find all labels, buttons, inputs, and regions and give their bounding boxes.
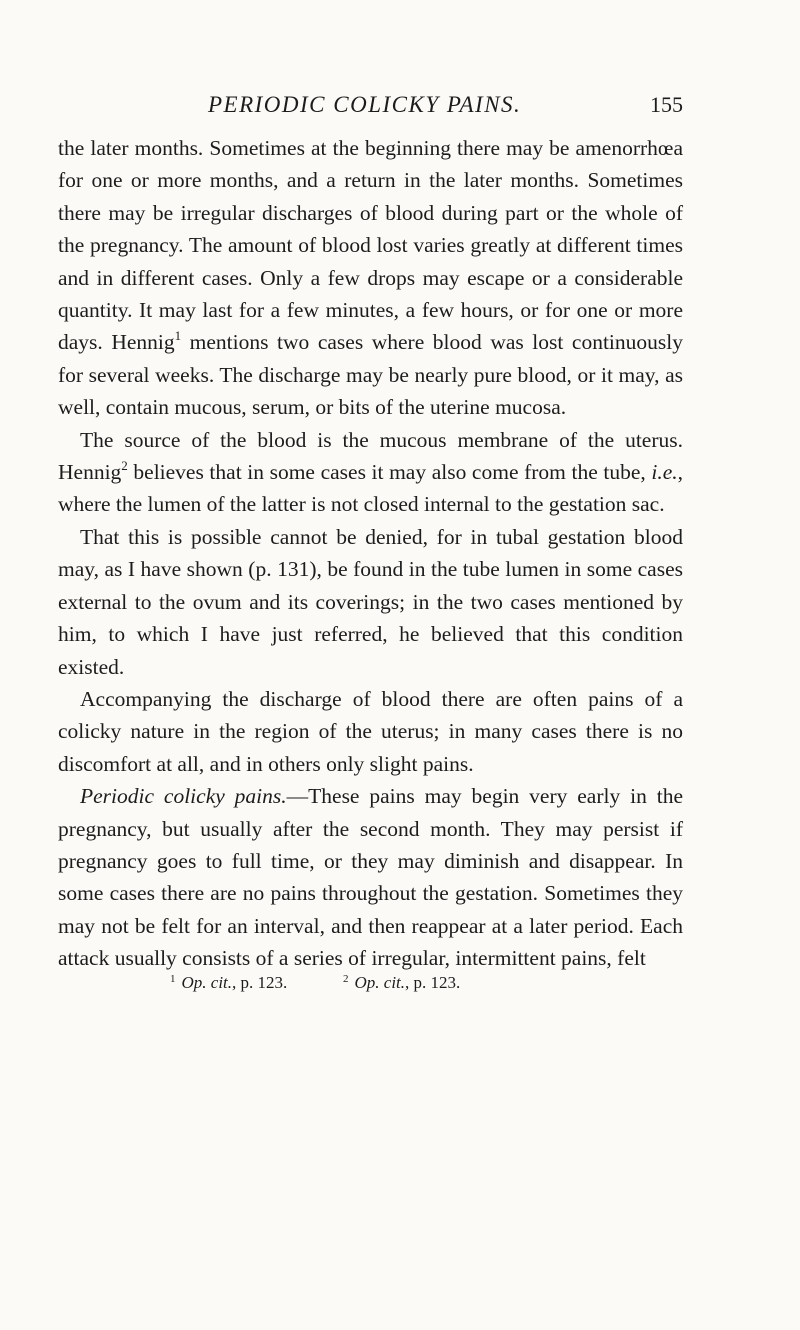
paragraph: That this is possible cannot be denied, for in tubal gestation blood may, as I have shown (p. 131), be found in the tube lumen in some cases external to the ovum and its coverings; in the two cases mentioned by him, to which I have just referred, he believed that this condition existed. <box>58 524 683 679</box>
page-number: 155 <box>650 92 683 117</box>
paragraph-text: mentions two cases where blood was lost continuously for several weeks. The discharge may be nearly pure blood, or it may, as well, contain mucous, serum, or bits of the uterine mucosa. <box>58 330 683 420</box>
book-page <box>58 92 683 997</box>
footnote-page: , p. 123. <box>232 972 288 992</box>
footnote-source: Op. cit. <box>354 972 406 992</box>
paragraph-text: —These pains may begin very early in the pregnancy, but usually after the second month. They may persist if pregnancy goes to full time, or they may diminish and disappear. In some cases there are no pains throughout the gestation. Sometimes they may not be felt for an interval, and then reappear at a later period. Each attack usually consists of a series of irregular, intermittent pains, felt <box>58 784 683 971</box>
footnote <box>170 973 287 993</box>
footnote-text <box>182 973 288 992</box>
running-head <box>58 92 683 132</box>
footnote-mark: 2 <box>343 972 349 985</box>
footnotes <box>58 973 683 997</box>
paragraph-text: believes that in some cases it may also come from the tube, <box>127 460 652 485</box>
footnote <box>343 973 460 993</box>
running-head-title: PERIODIC COLICKY PAINS. <box>208 92 522 117</box>
paragraph <box>58 424 683 521</box>
paragraph <box>58 132 683 424</box>
paragraph-text: , where the lumen of the latter is not closed internal to the gestation sac. <box>58 460 683 517</box>
footnote-mark: 1 <box>170 972 176 985</box>
paragraph <box>58 780 683 974</box>
footnote-page: , p. 123. <box>405 972 461 992</box>
paragraph-text: The source of the blood is the mucous membrane of the uterus. Hennig <box>58 427 683 485</box>
paragraph: Accompanying the discharge of blood there are often pains of a colicky nature in the region of the uterus; in many cases there is no discomfort at all, and in others only slight pains. <box>58 686 683 776</box>
body-text <box>58 132 683 975</box>
footnote-ref: 1 <box>174 328 182 344</box>
paragraph-text: the later months. Sometimes at the beginning there may be amenorrhœa for one or more months, and a return in the later months. Sometimes there may be irregular discharges of blood during part or the whole of the pregnancy. The amount of blood lost varies greatly at different times and in different cases. Only a few drops may escape or a considerable quantity. It may last for a few minutes, a few hours, or for one or more days. Hennig <box>58 136 683 355</box>
section-heading: Periodic colicky pains. <box>80 784 287 809</box>
footnote-text <box>355 973 461 992</box>
footnote-source: Op. cit. <box>181 972 233 992</box>
footnote-ref: 2 <box>121 458 128 474</box>
italic-text: i.e. <box>651 460 678 485</box>
